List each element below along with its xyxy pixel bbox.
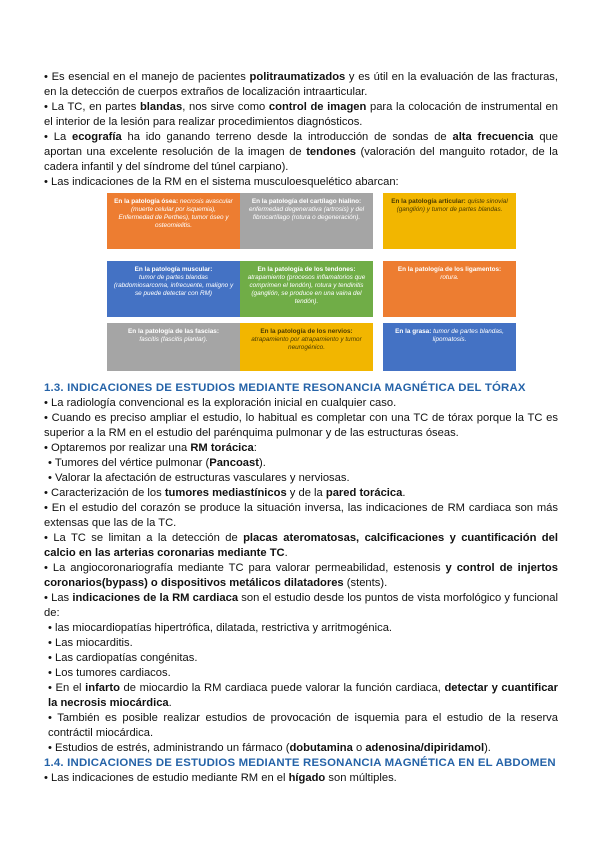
paragraph-tc-partes-blandas: • La TC, en partes blandas, nos sirve como control de imagen para la colocación de instrumental en el interior de la lesión para realizar procedimientos diagnósticos. [44, 101, 558, 128]
torax-rm-cardiaca: • Las indicaciones de la RM cardiaca son el estudio desde los puntos de vista morfológico y funcional de: [44, 592, 558, 619]
card-patologia-articular: En la patología articular: quiste sinovial (ganglión) y tumor de partes blandas. [383, 193, 516, 249]
torax-tumores-cardiacos: • Los tumores cardiacos. [48, 667, 171, 679]
paragraph-indicaciones-rm: • Las indicaciones de la RM en el sistema musculoesquelético abarcan: [44, 176, 399, 188]
torax-angiocoronariografia: • La angiocoronariografía mediante TC para valorar permeabilidad, estenosis y control de injertos coronarios(bypass) o dispositivos metálicos dilatadores (stents). [44, 562, 558, 589]
torax-rm-toracica: • Optaremos por realizar una RM torácica: [44, 442, 257, 454]
indications-diagram [44, 193, 558, 379]
torax-estres: • Estudios de estrés, administrando un fármaco (dobutamina o adenosina/dipiridamol). [48, 742, 491, 754]
paragraph-ecografia: • La ecografía ha ido ganando terreno desde la introducción de sondas de alta frecuencia que aportan una excelente resolución de la imagen de tendones (valoración del manguito rotador, de la cadera infantil y del síndrome del túnel carpiano). [44, 131, 559, 173]
section-heading-torax: 1.3. INDICACIONES DE ESTUDIOS MEDIANTE RESONANCIA MAGNÉTICA DEL TÓRAX [44, 382, 526, 394]
torax-isquemia: • También es posible realizar estudios de provocación de isquemia para el estudio de la reserva contráctil miocárdica. [48, 712, 558, 739]
torax-miocardiopatias: • las miocardiopatías hipertrófica, dilatada, restrictiva y arritmogénica. [48, 622, 393, 634]
torax-pancoast: • Tumores del vértice pulmonar (Pancoast). [48, 457, 266, 469]
card-patologia-osea: En la patología ósea: necrosis avascular (muerte celular por isquemia), Enfermedad de Perthes), tumor óseo y osteomielitis. [107, 193, 240, 249]
torax-tc-placas: • La TC se limitan a la detección de placas ateromatosas, calcificaciones y cuantificación del calcio en las arterias coronarias mediante TC. [44, 532, 558, 559]
torax-tumores-mediastinicos: • Caracterización de los tumores mediastínicos y de la pared torácica. [44, 487, 406, 499]
document-page [44, 70, 558, 786]
card-patologia-muscular: En la patología muscular: tumor de partes blandas (rabdomiosarcoma, infrecuente, maligno y se puede detectar con RM) [107, 261, 240, 317]
torax-ampliar-estudio: • Cuando es preciso ampliar el estudio, lo habitual es completar con una TC de tórax porque la TC es superior a la RM en el estudio del parénquima pulmonar y de las estructuras óseas. [44, 412, 558, 439]
card-patologia-ligamentos: En la patología de los ligamentos: rotura. [383, 261, 516, 317]
torax-radiologia: • La radiología convencional es la exploración inicial en cualquier caso. [44, 397, 397, 409]
card-grasa: En la grasa: tumor de partes blandas, lipomatosis. [383, 323, 516, 371]
torax-miocarditis: • Las miocarditis. [48, 637, 133, 649]
abdomen-higado: • Las indicaciones de estudio mediante RM en el hígado son múltiples. [44, 772, 397, 784]
card-patologia-nervios: En la patología de los nervios: atrapamiento por atrapamiento y tumor neurogénico. [240, 323, 373, 371]
torax-estructuras-vasculares: • Valorar la afectación de estructuras vasculares y nerviosas. [48, 472, 350, 484]
section-heading-abdomen: 1.4. INDICACIONES DE ESTUDIOS MEDIANTE RESONANCIA MAGNÉTICA EN EL ABDOMEN [44, 757, 556, 769]
torax-corazon: • En el estudio del corazón se produce la situación inversa, las indicaciones de RM cardiaca son más extensas que las de la TC. [44, 502, 558, 529]
paragraph-politraumatizados: • Es esencial en el manejo de pacientes politraumatizados y es útil en la evaluación de las fracturas, en la detección de cuerpos extraños de localización intraarticular. [44, 71, 558, 98]
card-patologia-tendones: En la patología de los tendones: atrapamiento (procesos inflamatorios que comprimen el tendón), rotura y tendinitis (ganglión, se produce en una vaina del tendón). [240, 261, 373, 317]
card-patologia-fascias: En la patología de las fascias: fascitis (fascitis plantar). [107, 323, 240, 371]
torax-infarto: • En el infarto de miocardio la RM cardiaca puede valorar la función cardiaca, detectar y cuantificar la necrosis miocárdica. [48, 682, 558, 709]
card-patologia-cartilago: En la patología del cartílago hialino: enfermedad degenerativa (artrosis) y del fibrocartílago (rotura o degeneración). [240, 193, 373, 249]
torax-cardiopatias: • Las cardiopatías congénitas. [48, 652, 198, 664]
